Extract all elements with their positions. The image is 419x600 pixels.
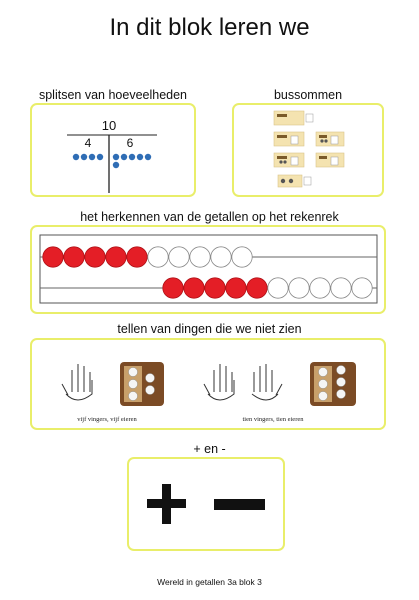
splitsen-label: splitsen van hoeveelheden bbox=[38, 88, 188, 102]
counting-illustration bbox=[32, 340, 383, 427]
rekenrek-top-row bbox=[43, 247, 252, 267]
total-number: 10 bbox=[101, 118, 117, 133]
blue-dot bbox=[97, 154, 103, 160]
red-bead bbox=[64, 247, 84, 267]
egg-carton-icon bbox=[120, 362, 164, 406]
egg-carton-full-icon bbox=[310, 362, 356, 406]
white-bead bbox=[232, 247, 252, 267]
plus-minus-symbols bbox=[129, 459, 282, 548]
caption-right: tien vingers, tien eieren bbox=[242, 416, 304, 423]
blue-dots bbox=[73, 154, 151, 168]
splitsen-box bbox=[30, 103, 196, 197]
plusmin-box bbox=[127, 457, 285, 551]
bus-sums-illustration bbox=[234, 105, 381, 194]
blue-dot bbox=[113, 162, 119, 168]
blue-dot bbox=[73, 154, 79, 160]
red-bead bbox=[127, 247, 147, 267]
blue-dot bbox=[81, 154, 87, 160]
left-number: 4 bbox=[84, 136, 92, 150]
red-bead bbox=[226, 278, 246, 298]
white-bead bbox=[331, 278, 351, 298]
white-bead bbox=[352, 278, 372, 298]
rekenrek-label: het herkennen van de getallen op het rekenrek bbox=[80, 210, 339, 224]
plus-icon bbox=[147, 484, 186, 524]
blue-dot bbox=[137, 154, 143, 160]
red-bead bbox=[205, 278, 225, 298]
rekenrek-bottom-row bbox=[163, 278, 372, 298]
bussommen-label: bussommen bbox=[273, 88, 343, 102]
minus-icon bbox=[214, 499, 265, 510]
plusmin-label: + en - bbox=[193, 442, 226, 456]
blue-dot bbox=[89, 154, 95, 160]
rekenrek-box bbox=[30, 225, 386, 314]
blue-dot bbox=[121, 154, 127, 160]
red-bead bbox=[106, 247, 126, 267]
red-bead bbox=[85, 247, 105, 267]
white-bead bbox=[310, 278, 330, 298]
bussommen-box bbox=[232, 103, 384, 197]
white-bead bbox=[211, 247, 231, 267]
white-bead bbox=[190, 247, 210, 267]
rekenrek bbox=[32, 227, 383, 311]
hand-icon bbox=[62, 364, 92, 400]
red-bead bbox=[247, 278, 267, 298]
blue-dot bbox=[113, 154, 119, 160]
white-bead bbox=[148, 247, 168, 267]
caption-left: vijf vingers, vijf eieren bbox=[77, 416, 137, 423]
red-bead bbox=[184, 278, 204, 298]
blue-dot bbox=[145, 154, 151, 160]
white-bead bbox=[289, 278, 309, 298]
white-bead bbox=[169, 247, 189, 267]
tellen-label: tellen van dingen die we niet zien bbox=[117, 322, 302, 336]
hands-icon bbox=[204, 364, 282, 400]
split-diagram bbox=[32, 105, 193, 194]
footer-text: Wereld in getallen 3a blok 3 bbox=[157, 577, 262, 587]
right-number: 6 bbox=[126, 136, 134, 150]
page-title: In dit blok leren we bbox=[109, 14, 310, 41]
white-bead bbox=[268, 278, 288, 298]
red-bead bbox=[163, 278, 183, 298]
red-bead bbox=[43, 247, 63, 267]
tellen-box bbox=[30, 338, 386, 430]
blue-dot bbox=[129, 154, 135, 160]
